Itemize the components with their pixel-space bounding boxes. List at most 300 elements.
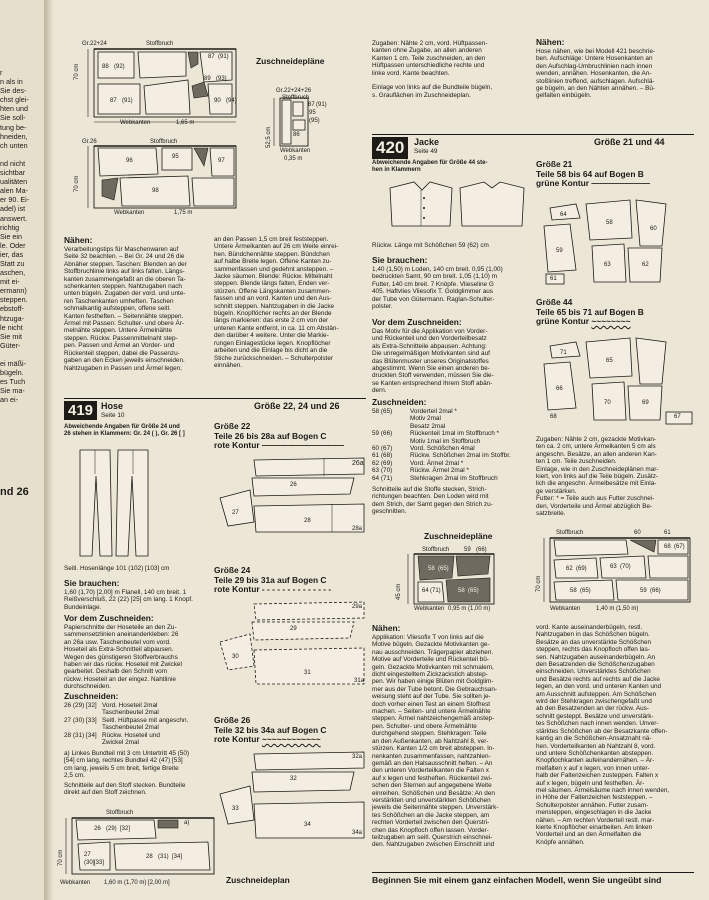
cut-row-label: Zwickel 2mal xyxy=(102,739,139,747)
model-419-number: 419 xyxy=(64,401,97,420)
text-line: und Rückenteil und den Vorderteilbesatz xyxy=(372,335,487,343)
left-strip-line: answert. xyxy=(0,213,28,223)
text-line: Hoseteil als Extra-Schnitteil abpausen. xyxy=(64,646,174,654)
tl-piece-92: (92) xyxy=(114,64,125,70)
text-line: Knopflochkanten aufeinandernähen. – Är- xyxy=(536,757,655,765)
text-line: nähen. – Am rechten Vorderteil restl. mar- xyxy=(536,816,655,824)
text-line: Stoffbruchlinie links auf links falten. Längs- xyxy=(64,268,185,276)
tl-piece-93: (93) xyxy=(216,76,227,82)
text-line: ge bügeln, an den Nähten annähen. – Bü- xyxy=(536,85,656,93)
cut-row xyxy=(372,467,532,474)
layout-420-large xyxy=(536,528,698,618)
text-line: an 26a usw. Taschenbeutel vom vord. xyxy=(64,638,171,646)
model-419-lay-note xyxy=(64,782,214,797)
l420l-selvedge: Webkanten xyxy=(550,606,581,612)
left-strip-text xyxy=(0,68,44,404)
left-strip-line: ermann) xyxy=(0,286,27,296)
naehen-419-title: Nähen: xyxy=(64,235,93,245)
model-419-need-title: Sie brauchen: xyxy=(64,578,120,588)
left-strip-line: Statt zu xyxy=(0,258,25,268)
size24-lbl-31a: 31a xyxy=(354,678,365,684)
model-420-deviation xyxy=(372,160,532,175)
left-strip-line: Güter- xyxy=(0,340,21,350)
model-419-cut-note xyxy=(64,750,214,780)
text-line: pen. Schulter- und obere Ärmelnähte xyxy=(372,722,477,730)
tr-fold: Stoffbruch xyxy=(282,95,310,101)
text-line: auf x legen, bügeln und festheften. Är- xyxy=(536,779,645,787)
tl-selvedge: Webkanten xyxy=(120,120,151,126)
size26-lbl-32a: 32a xyxy=(352,754,363,760)
text-line: mel säumen. Ärmelsäume nach innen wenden, xyxy=(536,786,670,794)
left-strip-line: es Tuch xyxy=(0,377,26,387)
cut-row-number: 28 (31) [34] xyxy=(64,731,97,739)
cut-row-label: Vord. Hoseteil 2mal xyxy=(102,702,158,709)
tr-piece-95: 95 xyxy=(309,110,316,116)
size24-lbl-30: 30 xyxy=(232,654,239,660)
size26-contour: rote Kontur ~~~~~~~~~~~~ xyxy=(214,734,321,744)
left-strip-line xyxy=(0,350,44,359)
text-line: sen. Nahtzugaben auseinanderbügeln. An xyxy=(536,653,656,661)
jacket-illustration xyxy=(380,178,530,234)
cut-row-number: 61 (68) xyxy=(372,452,393,460)
ml-size: Gr.26 xyxy=(82,139,97,145)
ml-piece-95: 95 xyxy=(172,154,179,160)
text-line: 1,60 (1,70) [2,00] m Flanell, 140 cm breit. 1 xyxy=(64,589,187,596)
l420l-piece-65: (65) xyxy=(580,588,591,594)
text-line: rungen Einlagestücke legen. Knopflöcher xyxy=(214,339,331,347)
text-line: geln. Gezackte Motivkanten mit schmalem, xyxy=(372,663,494,671)
cut-row-label: Rückw. Ärmel 2mal * xyxy=(410,467,469,475)
text-line: a) Linkes Bundteil mit 3 cm Untertritt 45 (50) xyxy=(64,750,190,757)
text-line: Kanten 1 cm. Teile zuschneiden, an den xyxy=(372,54,486,62)
text-line: direkt auf den Stoff zeichnen. xyxy=(64,789,147,797)
left-strip-line: sichtbar xyxy=(0,168,26,178)
cut-row-number: 60 (67) xyxy=(372,445,393,453)
model-419-deviation xyxy=(64,424,214,439)
l420s-piece-58b: 58 xyxy=(458,588,465,594)
naehen-419-text-mid xyxy=(214,236,366,369)
text-line: verstärkten und unverstärkten Schößchen xyxy=(372,796,491,804)
cut-row-label: Rückw. Schößchen 2mal im Stoffbr. xyxy=(410,452,511,460)
l420l-piece-66: (66) xyxy=(650,588,661,594)
l420l-width: 70 cm xyxy=(536,575,542,592)
text-line: doch vorher einen Test an einem Stoffrest xyxy=(372,700,491,708)
l419-piece-a: a) xyxy=(184,820,190,826)
cut-row-label: Vord. Ärmel 2mal * xyxy=(410,459,464,467)
cut-row xyxy=(372,408,532,415)
text-line: Futter: * = Teile auch aus Futter zuschnei- xyxy=(536,495,655,503)
text-line: den, Vorderteile und Ärmel abzüglich Be- xyxy=(536,502,653,510)
text-line: bügeln. Knopflöcher rechts an der Blende xyxy=(214,310,332,318)
text-line: rückw. Hoseteil an der eingez. Nahtlinie xyxy=(64,675,176,683)
text-line: stoßlinien treffend, aufschlagen. Aufschlä- xyxy=(536,77,655,85)
text-line: bedruckten Samt, 90 cm breit. 1,05 (1,10) m xyxy=(372,273,498,281)
cut-row-number: 63 (70) xyxy=(372,467,393,475)
text-line: mensteppen, eingeschlagen in die Jacke xyxy=(536,809,652,817)
tl-piece-88: 88 xyxy=(102,64,109,70)
text-line: Besätze an das unverstärkte Schößchen xyxy=(536,638,652,646)
text-line: den Besatzenden die Schößchenzugaben xyxy=(536,661,655,669)
right-top-col2 xyxy=(372,40,532,99)
text-line: gearbeitet. Deshalb den Schnitt vom xyxy=(64,668,168,676)
text-line: den unteren Vorderteilkanten die Falten x xyxy=(372,767,489,775)
left-strip-line: tung be- xyxy=(0,122,27,132)
size44-lbl-66: 66 xyxy=(556,386,563,392)
l420s-piece-66: (66) xyxy=(476,547,487,553)
tr-selvedge: Webkanten xyxy=(280,148,311,154)
cut-row xyxy=(372,445,532,452)
deviation-line: Abweichende Angaben für Größe 24 und xyxy=(64,424,180,430)
size-block-26 xyxy=(214,716,368,846)
text-line: nenkanten zusammenfassen, nahtzahlen- xyxy=(372,752,491,760)
naehen-420-title: Nähen: xyxy=(372,623,401,633)
text-line: steppen. Blende längs falten, Enden ver- xyxy=(214,280,330,288)
size21-lbl-60: 60 xyxy=(650,226,657,232)
size44-contour-text: grüne Kontur xyxy=(536,316,590,326)
layout-419-drawing xyxy=(58,806,218,890)
left-strip-line: le. Oder xyxy=(0,240,26,250)
cut-row-number xyxy=(372,438,410,445)
text-line: legen, an den vord. und unteren Kanten und xyxy=(536,683,662,691)
cut-row-label: Motiv 2mal xyxy=(410,415,441,423)
cut-row xyxy=(372,438,532,445)
cut-row-number: 62 (69) xyxy=(372,459,393,467)
model-419-cut-title: Zuschneiden: xyxy=(64,691,119,701)
model-420-sizes: Größe 21 und 44 xyxy=(594,137,665,147)
text-line: tes Schößchen nach innen wenden. Unver- xyxy=(536,720,659,728)
text-line: dicht eingestelltem Zickzackstich abstep- xyxy=(372,671,488,679)
left-strip-line: richtig xyxy=(0,222,20,232)
size21-contour: grüne Kontur ——————— xyxy=(536,178,650,188)
size21-title: Größe 21 xyxy=(536,159,573,169)
cut-row xyxy=(372,475,532,482)
l420s-piece-65a: (65) xyxy=(438,566,449,572)
size21-lbl-58: 58 xyxy=(606,220,613,226)
text-line: dem Strich, der Samt gegen den Strich zu- xyxy=(372,500,493,508)
l420l-piece-60: 60 xyxy=(634,530,641,536)
text-line: Untere Ärmelkanten auf 26 cm Weite einrei- xyxy=(214,243,339,251)
text-line: und Besätze rechts auf rechts auf die Jacke xyxy=(536,675,660,683)
size22-parts: Teile 26 bis 28a auf Bogen C xyxy=(214,430,327,441)
text-line: schnitt steppen. Nahtzugaben in die Jacke xyxy=(214,302,335,310)
text-line: melnähte steppen. Untere Ärmelnähte xyxy=(64,327,172,335)
size22-drawing xyxy=(214,452,368,552)
size24-lbl-29a: 29a xyxy=(352,604,363,610)
model-419-prep-text xyxy=(64,624,214,691)
text-line: pen. Passen und Ärmel an Vorder- und xyxy=(64,342,175,350)
text-line: Einlage, wie in den Zuschneideplänen mar- xyxy=(536,465,659,473)
text-line: Verarbeitungstips für Maschenwaren auf xyxy=(64,246,179,253)
size26-lbl-34: 34 xyxy=(304,822,311,828)
size44-drawing xyxy=(536,328,698,428)
button-mark xyxy=(423,197,425,199)
size26-title: Größe 26 xyxy=(214,715,251,725)
text-line: pen. Wir haben einige Blüten mit Goldglim- xyxy=(372,678,494,686)
cut-row-label: Besatz 2mal xyxy=(410,422,446,430)
size44-lbl-65: 65 xyxy=(606,358,613,364)
cut-row-number: 58 (65) xyxy=(372,408,393,415)
size24-lbl-29: 29 xyxy=(290,626,297,632)
cut-row xyxy=(64,724,214,731)
text-line: kanten ohne Zugabe, an allen anderen xyxy=(372,47,482,55)
size44-lbl-68: 68 xyxy=(550,414,557,420)
left-strip-line: Sie ma- xyxy=(0,386,25,396)
vord-kante-text xyxy=(536,624,698,846)
ml-length: 1,75 m xyxy=(174,210,193,216)
text-line: polster. xyxy=(372,303,393,311)
tl-piece-94: (94) xyxy=(226,98,237,104)
l419-piece-28: 28 xyxy=(146,854,153,860)
text-line: Nahtzugaben in das Schößchen bügeln. xyxy=(536,631,650,639)
text-line: satzbreite. xyxy=(536,510,566,518)
cut-row xyxy=(64,709,214,716)
size26-lbl-33: 33 xyxy=(232,806,239,812)
size44-title: Größe 44 xyxy=(536,297,573,307)
l420l-piece-70: (70) xyxy=(620,564,631,570)
l420l-piece-58: 58 xyxy=(570,588,577,594)
text-line: das Blütenmuster unseres Originalstoffes xyxy=(372,357,489,365)
model-419-sizes: Größe 22, 24 und 26 xyxy=(254,401,340,411)
size21-lbl-62: 62 xyxy=(642,262,649,268)
model-420-number: 420 xyxy=(372,137,408,159)
l419-piece-32: [32] xyxy=(120,826,131,832)
text-line: geschnitten. xyxy=(372,508,407,516)
text-line: halb der Faltenzeichen zusteppen. Falten x xyxy=(536,772,659,780)
ml-fold: Stoffbruch xyxy=(150,139,178,145)
text-line: jeweils die Seitennähte steppen. Unverstärk- xyxy=(372,804,499,812)
l419-fold: Stoffbruch xyxy=(106,810,134,816)
size44-contour: grüne Kontur ~~~~~~~~ xyxy=(536,316,631,326)
left-strip-line: hneiden, xyxy=(0,131,28,141)
text-line: schnitt gesteppt. Besätze und unverstärk- xyxy=(536,712,654,720)
top-plans-title: Zuschneidepläne xyxy=(256,56,325,66)
l420s-fold: Stoffbruch xyxy=(422,547,450,553)
tl-piece-87a: 87 xyxy=(208,54,215,60)
text-line: gemäß an den Halsausschnitt heften. – An xyxy=(372,759,493,767)
l419-selvedge: Webkanten xyxy=(60,880,91,886)
left-strip-line: alen Ma- xyxy=(0,186,28,196)
layout-419 xyxy=(58,806,218,890)
l420l-piece-67: (67) xyxy=(674,544,685,550)
l420l-piece-61: 61 xyxy=(664,530,671,536)
text-line: lich die angeschn. Ärmelbesätze mit Einla- xyxy=(536,480,657,488)
size22-lbl-26: 26 xyxy=(290,482,297,488)
text-line: einnähen. xyxy=(214,361,243,369)
text-line: auf halbe Breite legen. Offene Kanten zu- xyxy=(214,258,332,266)
left-strip-line: chst glei- xyxy=(0,95,29,105)
l419-width: 70 cm xyxy=(58,849,64,866)
pants-illustration xyxy=(70,446,160,562)
cut-row-label: Vorderteil 2mal * xyxy=(410,408,457,415)
left-strip-line: nd nicht xyxy=(0,158,26,168)
left-strip-line: Sie mit xyxy=(0,331,22,341)
left-strip-line: ier, das xyxy=(0,249,24,259)
model-419-rule xyxy=(64,398,366,399)
tl-piece-90: 90 xyxy=(214,98,221,104)
model-420-need-text xyxy=(372,266,532,310)
text-line: 405. Haftvlies Vliesofix T. Goldglimmer aus xyxy=(372,288,493,296)
left-strip-line xyxy=(0,150,44,159)
l420l-piece-68: 68 xyxy=(664,544,671,550)
text-line: durchgehend steppen. Stehkragen: Teile xyxy=(372,730,487,738)
model-420-prep-text xyxy=(372,328,532,395)
left-strip-line: bügeln. xyxy=(0,368,24,378)
size21-lbl-63: 63 xyxy=(604,262,611,268)
text-line: Wegen des günstigeren Stoffverbrauchs xyxy=(64,653,178,661)
naehen-419-text-left xyxy=(64,246,210,372)
text-line: Reißverschluß, 22 (22) [25] cm lang. 1 Knopf. xyxy=(64,596,193,604)
tr-piece-87: 87 xyxy=(308,102,315,108)
cut-row-label: Seitl. Hüftpasse mit angeschn. xyxy=(102,716,189,724)
zugaben-420 xyxy=(536,436,698,517)
l420s-piece-65b: (65) xyxy=(468,588,479,594)
text-line: schenkanten steppen. Nahtzugaben nach xyxy=(64,283,182,291)
text-line: in Höhe der Faltenzeichen feststeppen. – xyxy=(536,794,653,802)
size-block-22 xyxy=(214,422,368,552)
text-line: richtungen beachten. Den Loden wird mit xyxy=(372,493,489,501)
text-line: ten ca. 2 cm, untere Ärmelkanten 5 cm als xyxy=(536,443,656,451)
footer-rule xyxy=(372,872,694,873)
size22-lbl-28a: 28a xyxy=(352,526,363,532)
model-420-rule xyxy=(372,134,694,135)
tr-piece-91: (91) xyxy=(316,102,327,108)
text-line: Seite 32 beachten. – Bei Gr. 24 und 26 die xyxy=(64,253,185,261)
text-line: kanten zusammengefaßt an die oberen Ta- xyxy=(64,275,186,283)
text-line: schmalkantig aufsteppen, offene seitl. xyxy=(64,305,171,313)
cut-row xyxy=(64,702,214,709)
footer-text: Beginnen Sie mit einem ganz einfachen Modell, wenn Sie ungeübt sind xyxy=(372,875,662,885)
left-strip-section: nd 26 xyxy=(0,486,29,498)
left-strip-line: r xyxy=(0,68,3,77)
size26-lbl-32: 32 xyxy=(290,776,297,782)
cut-row-label: Stehkragen 2mal im Stoffbruch xyxy=(410,474,498,482)
model-420-name: Jacke xyxy=(414,137,440,147)
right-top-col3-title: Nähen: xyxy=(536,37,565,47)
tl-fold: Stoffbruch xyxy=(146,41,174,47)
l419-piece-27: 27 xyxy=(84,852,91,858)
tr-length: 0,35 m xyxy=(284,156,303,162)
cut-row-number xyxy=(372,423,410,430)
deviation-line: 26 stehen in Klammern: Gr. 24 ( ), Gr. 26 [ ] xyxy=(64,431,185,438)
text-line: längs markieren: das erste 2 cm von der xyxy=(214,317,329,325)
l420l-length: 1,40 m (1,50 m) xyxy=(596,606,639,612)
cut-row xyxy=(64,717,214,724)
size26-lbl-34a: 34a xyxy=(352,830,363,836)
text-line: schen den Sternen auf angegebene Weite xyxy=(372,782,492,790)
text-line: Schnitteile auf die Stoffe stecken, Strich- xyxy=(372,486,487,493)
l420l-fold: Stoffbruch xyxy=(556,530,584,536)
cut-row-number: 64 (71) xyxy=(372,474,393,482)
text-line: Das Motiv für die Applikation von Vorder- xyxy=(372,328,488,335)
naehen-420-text xyxy=(372,634,534,849)
cut-row-number xyxy=(64,739,102,746)
left-strip-line: Sie ein xyxy=(0,231,22,241)
tr-size: Gr.22+24+26 xyxy=(276,88,312,94)
left-strip-line: Sie soll- xyxy=(0,113,26,123)
deviation-line: hen in Klammern xyxy=(372,167,421,174)
text-line: der Tube von Gütermann. Raglan-Schulter- xyxy=(372,295,495,303)
size22-contour: rote Kontur ——————————— xyxy=(214,440,344,450)
text-line: wird der Stehkragen zwischengefaßt und xyxy=(536,698,652,706)
left-strip-line: ualitäten xyxy=(0,177,28,187)
text-line: Zugaben: Nähte 2 cm, gezackte Motivkan- xyxy=(536,436,657,443)
model-419-need-text xyxy=(64,589,214,611)
left-strip-line: steppen. xyxy=(0,295,28,305)
text-line: Die unregelmäßigen Motivkanten sind auf xyxy=(372,350,490,358)
left-strip-line: ei mäßi- xyxy=(0,359,26,368)
left-page-strip xyxy=(0,0,44,900)
text-line: ben. Aufschläge: Untere Hosenkanten an xyxy=(536,55,653,63)
tl-piece-89: 89 xyxy=(204,76,211,82)
l420l-piece-59: 59 xyxy=(640,588,647,594)
text-line: Knöpfe annähen. xyxy=(536,838,585,846)
left-strip-line: adel) ist xyxy=(0,204,26,214)
layout-top-left xyxy=(58,38,258,130)
text-line: hen. Bündchennähte steppen. Bündchen xyxy=(214,250,330,258)
text-line: fassen und an vord. Kanten und den Aus- xyxy=(214,295,332,303)
text-line: 2,5 cm. xyxy=(64,772,85,780)
text-line: 1,40 (1,50) m Loden, 140 cm breit. 0,95 (1,00) xyxy=(372,266,503,273)
text-line: haben wir das rückw. Hoseteil mit Zwickel xyxy=(64,661,182,669)
model-419-page: Seite 10 xyxy=(101,412,125,419)
text-line: melfalten x auf x legen, von innen unter- xyxy=(536,764,650,772)
cut-row-number: 27 (30) [33] xyxy=(64,716,97,724)
text-line: Motive auf Vorderteile und Rückenteil bü- xyxy=(372,656,489,664)
model-419-length: Seitl. Hosenlänge 101 (102) [103] cm xyxy=(64,565,170,572)
text-line: se Kanten entsprechend Ihrem Stoff abän- xyxy=(372,379,493,387)
text-line: steppen, rechts das Knopfloch offen las- xyxy=(536,646,650,654)
text-line: druckten Stoff verwenden, müssen Sie die- xyxy=(372,372,494,380)
model-419-cut-rows xyxy=(64,702,214,746)
text-line: kiert, von links auf die Teile bügeln. Zusätz- xyxy=(536,473,659,481)
text-line: ten 1 cm. Teile zuschneiden. xyxy=(536,458,617,466)
text-line: Jacke säumen. Blende: Rückw. Mittelnaht xyxy=(214,273,333,281)
text-line: unteren Kante entfernt, in ca. 11 cm Abstän- xyxy=(214,324,339,332)
text-line: und untere Schößchenkanten absteppen. xyxy=(536,749,654,757)
size22-lbl-28: 28 xyxy=(304,518,311,524)
cut-row-number xyxy=(64,724,102,731)
cut-row xyxy=(372,415,532,422)
layout-419-title: Zuschneideplan xyxy=(226,875,290,885)
l420l-piece-62: 62 xyxy=(566,566,573,572)
text-line: ren Taschenkanten umheften. Taschen xyxy=(64,297,174,305)
left-strip-line: mit ei- xyxy=(0,277,20,287)
text-line: linke vord. Kante beachten. xyxy=(372,69,450,77)
tl-piece-91b: (91) xyxy=(122,98,133,104)
text-line: stürzen. Kanten 1/2 cm breit absteppen. In- xyxy=(372,745,495,753)
size22-title: Größe 22 xyxy=(214,421,251,431)
model-420-cut-title: Zuschneiden: xyxy=(372,397,427,407)
model-420-lay-note xyxy=(372,486,532,516)
tl-piece-87b: 87 xyxy=(110,98,117,104)
text-line: stärktes Schößchen ab der Besatzkante offen- xyxy=(536,727,668,735)
cut-row-number xyxy=(372,415,410,422)
cut-row-label: Taschenbeutel 2mal xyxy=(102,724,159,732)
l419-piece-26: 26 xyxy=(94,826,101,832)
size26-contour-text: rote Kontur xyxy=(214,734,260,744)
text-line: [54] cm lang, rechtes Bundteil 42 (47) [53] xyxy=(64,757,183,765)
cut-row-number: 26 (29) [32] xyxy=(64,702,97,709)
l419-piece-31: (31) xyxy=(158,854,169,860)
text-line: Kanten festheften. – Seitennähte steppen. xyxy=(64,312,184,320)
text-line: steppen. Rückw. Passenmittelnaht step- xyxy=(64,334,178,342)
text-line: Schulterpolster annähen. Futter zusam- xyxy=(536,801,649,809)
size-block-44 xyxy=(536,298,698,428)
ml-piece-98: 98 xyxy=(152,188,159,194)
text-line: einschneiden. Unverstärktes Schößchen xyxy=(536,668,651,676)
text-line: vord. Kante auseinanderbügeln, restl. xyxy=(536,624,643,631)
text-line: Abnäher steppen. Taschen: Blenden an der xyxy=(64,260,187,268)
